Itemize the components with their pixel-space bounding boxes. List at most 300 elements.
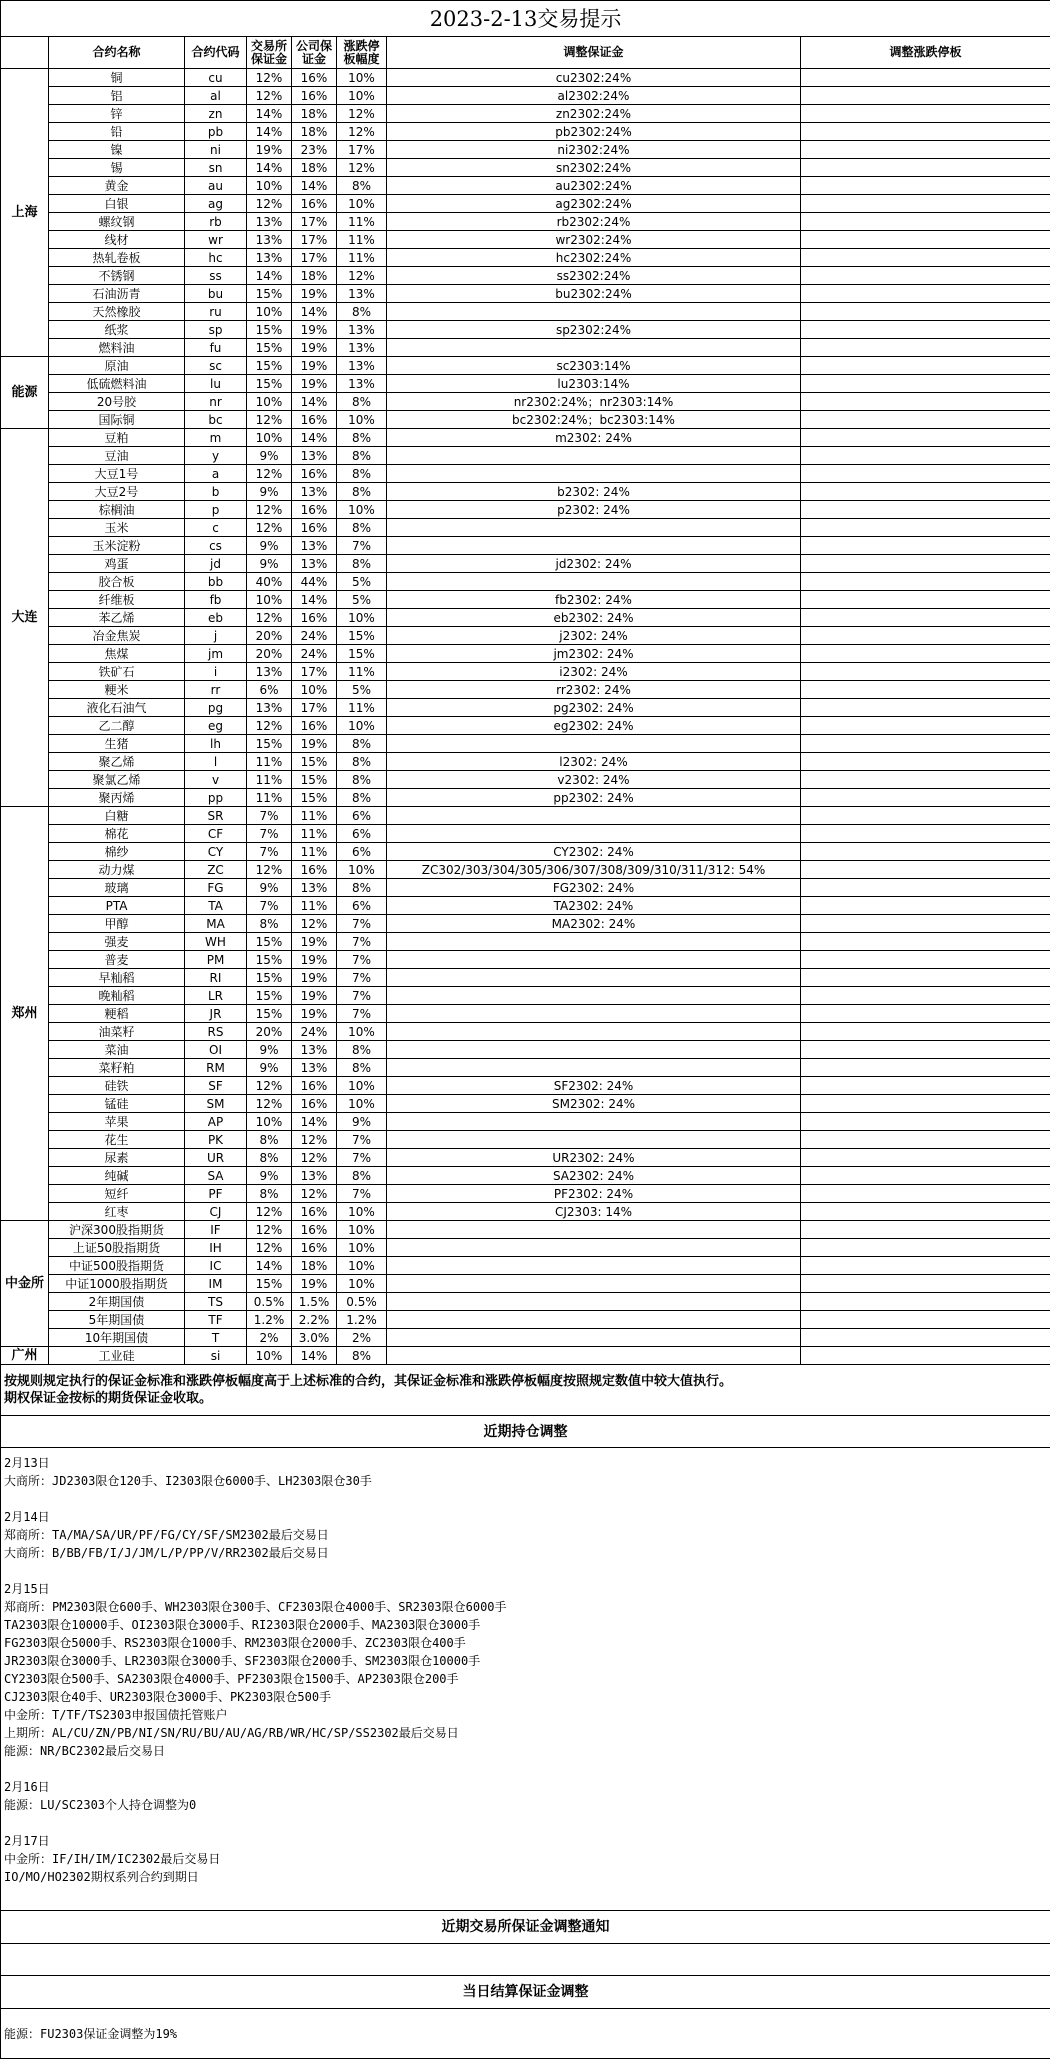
contract-name: 锡 xyxy=(49,159,185,177)
adjust-limit xyxy=(801,771,1050,789)
contract-name: 热轧卷板 xyxy=(49,249,185,267)
adjust-limit xyxy=(801,447,1050,465)
limit-range: 10% xyxy=(337,1275,387,1293)
company-margin: 11% xyxy=(292,843,337,861)
limit-range: 2% xyxy=(337,1329,387,1347)
adjust-limit xyxy=(801,663,1050,681)
limit-range: 10% xyxy=(337,1239,387,1257)
adjust-margin xyxy=(387,1059,801,1077)
contract-code: FG xyxy=(185,879,247,897)
adjust-margin: pp2302: 24% xyxy=(387,789,801,807)
table-row xyxy=(1,177,1050,195)
limit-range: 8% xyxy=(337,1347,387,1365)
table-row xyxy=(1,1347,1050,1365)
company-margin: 2.2% xyxy=(292,1311,337,1329)
company-margin: 14% xyxy=(292,393,337,411)
adjust-margin: jm2302: 24% xyxy=(387,645,801,663)
adjust-limit xyxy=(801,879,1050,897)
adjust-limit xyxy=(801,1059,1050,1077)
company-margin: 18% xyxy=(292,105,337,123)
table-row xyxy=(1,969,1050,987)
exchange-margin: 10% xyxy=(247,393,292,411)
adjust-limit xyxy=(801,501,1050,519)
exchange-label: 上海 xyxy=(1,69,49,357)
exchange-margin: 13% xyxy=(247,699,292,717)
table-row xyxy=(1,69,1050,87)
limit-range: 8% xyxy=(337,753,387,771)
adjust-margin xyxy=(387,1005,801,1023)
limit-range: 6% xyxy=(337,807,387,825)
adjust-margin xyxy=(387,1041,801,1059)
contract-name: PTA xyxy=(49,897,185,915)
adjust-margin: ZC302/303/304/305/306/307/308/309/310/311/312: 54% xyxy=(387,861,801,879)
exchange-margin: 10% xyxy=(247,591,292,609)
adjust-margin: j2302: 24% xyxy=(387,627,801,645)
company-margin: 11% xyxy=(292,897,337,915)
adjust-limit xyxy=(801,1113,1050,1131)
table-row xyxy=(1,789,1050,807)
contract-name: 铝 xyxy=(49,87,185,105)
contract-code: jd xyxy=(185,555,247,573)
limit-range: 8% xyxy=(337,465,387,483)
contract-code: fu xyxy=(185,339,247,357)
table-row xyxy=(1,537,1050,555)
contract-code: bc xyxy=(185,411,247,429)
table-row xyxy=(1,591,1050,609)
company-margin: 13% xyxy=(292,879,337,897)
exchange-margin: 10% xyxy=(247,303,292,321)
contract-code: bu xyxy=(185,285,247,303)
company-margin: 17% xyxy=(292,249,337,267)
exchange-label: 能源 xyxy=(1,357,49,429)
limit-range: 10% xyxy=(337,861,387,879)
adjust-limit xyxy=(801,1257,1050,1275)
contract-code: hc xyxy=(185,249,247,267)
adjust-limit xyxy=(801,915,1050,933)
limit-range: 10% xyxy=(337,1095,387,1113)
contract-name: 红枣 xyxy=(49,1203,185,1221)
company-margin: 11% xyxy=(292,807,337,825)
adjust-margin xyxy=(387,1221,801,1239)
exchange-margin: 40% xyxy=(247,573,292,591)
contract-code: TA xyxy=(185,897,247,915)
contract-name: 大豆1号 xyxy=(49,465,185,483)
exchange-margin: 15% xyxy=(247,375,292,393)
adjust-limit xyxy=(801,681,1050,699)
contract-code: v xyxy=(185,771,247,789)
limit-range: 10% xyxy=(337,1203,387,1221)
exchange-margin: 12% xyxy=(247,69,292,87)
company-margin: 13% xyxy=(292,555,337,573)
company-margin: 16% xyxy=(292,69,337,87)
adjust-margin: bu2302:24% xyxy=(387,285,801,303)
contract-code: c xyxy=(185,519,247,537)
exchange-margin: 12% xyxy=(247,861,292,879)
company-margin: 16% xyxy=(292,411,337,429)
table-row xyxy=(1,375,1050,393)
contract-code: CY xyxy=(185,843,247,861)
contract-code: a xyxy=(185,465,247,483)
limit-range: 10% xyxy=(337,501,387,519)
company-margin: 19% xyxy=(292,1275,337,1293)
contract-code: pp xyxy=(185,789,247,807)
contract-code: CJ xyxy=(185,1203,247,1221)
adjust-margin: b2302: 24% xyxy=(387,483,801,501)
contract-code: IC xyxy=(185,1257,247,1275)
limit-range: 10% xyxy=(337,195,387,213)
adjust-limit xyxy=(801,195,1050,213)
header-exchange-margin: 交易所保证金 xyxy=(247,37,292,69)
adjust-margin xyxy=(387,573,801,591)
contract-code: PK xyxy=(185,1131,247,1149)
adjust-margin xyxy=(387,1113,801,1131)
adjust-margin: cu2302:24% xyxy=(387,69,801,87)
limit-range: 12% xyxy=(337,105,387,123)
notice-group xyxy=(4,1778,1047,1814)
company-margin: 12% xyxy=(292,1131,337,1149)
contract-code: JR xyxy=(185,1005,247,1023)
contract-code: T xyxy=(185,1329,247,1347)
table-row xyxy=(1,123,1050,141)
table-row xyxy=(1,141,1050,159)
company-margin: 16% xyxy=(292,519,337,537)
exchange-margin: 9% xyxy=(247,1059,292,1077)
company-margin: 14% xyxy=(292,1347,337,1365)
exchange-margin: 20% xyxy=(247,1023,292,1041)
limit-range: 12% xyxy=(337,159,387,177)
limit-range: 13% xyxy=(337,285,387,303)
contract-code: TS xyxy=(185,1293,247,1311)
contract-code: lu xyxy=(185,375,247,393)
limit-range: 7% xyxy=(337,915,387,933)
adjust-limit xyxy=(801,753,1050,771)
contract-code: LR xyxy=(185,987,247,1005)
table-row xyxy=(1,465,1050,483)
table-row xyxy=(1,555,1050,573)
contract-name: 生猪 xyxy=(49,735,185,753)
exchange-margin: 11% xyxy=(247,753,292,771)
adjust-margin: PF2302: 24% xyxy=(387,1185,801,1203)
contract-code: cu xyxy=(185,69,247,87)
adjust-margin xyxy=(387,1329,801,1347)
adjust-limit xyxy=(801,285,1050,303)
adjust-limit xyxy=(801,1095,1050,1113)
limit-range: 7% xyxy=(337,933,387,951)
adjust-margin xyxy=(387,1239,801,1257)
exchange-margin: 12% xyxy=(247,195,292,213)
table-row xyxy=(1,573,1050,591)
adjust-limit xyxy=(801,1077,1050,1095)
notice-line: 能源：NR/BC2302最后交易日 xyxy=(4,1744,166,1758)
adjust-margin: sn2302:24% xyxy=(387,159,801,177)
table-row xyxy=(1,843,1050,861)
limit-range: 10% xyxy=(337,717,387,735)
footnote-line-1: 按规则规定执行的保证金标准和涨跌停板幅度高于上述标准的合约，其保证金标准和涨跌停板幅度按照规定数值中较大值执行。 xyxy=(4,1374,733,1389)
limit-range: 8% xyxy=(337,1041,387,1059)
company-margin: 3.0% xyxy=(292,1329,337,1347)
adjust-margin xyxy=(387,1131,801,1149)
exchange-margin: 9% xyxy=(247,447,292,465)
contract-name: 原油 xyxy=(49,357,185,375)
company-margin: 16% xyxy=(292,1239,337,1257)
limit-range: 10% xyxy=(337,609,387,627)
limit-range: 13% xyxy=(337,357,387,375)
exchange-margin: 13% xyxy=(247,213,292,231)
table-row xyxy=(1,897,1050,915)
contract-name: 白糖 xyxy=(49,807,185,825)
exchange-margin: 15% xyxy=(247,735,292,753)
exchange-margin: 9% xyxy=(247,483,292,501)
adjust-limit xyxy=(801,897,1050,915)
notice-date: 2月16日 xyxy=(4,1780,50,1794)
exchange-label: 中金所 xyxy=(1,1221,49,1347)
adjust-limit xyxy=(801,213,1050,231)
notice-group xyxy=(4,1832,1047,1886)
table-row xyxy=(1,717,1050,735)
adjust-limit xyxy=(801,627,1050,645)
table-row xyxy=(1,519,1050,537)
company-margin: 13% xyxy=(292,447,337,465)
position-adjust-heading: 近期持仓调整 xyxy=(1,1416,1050,1448)
company-margin: 24% xyxy=(292,1023,337,1041)
table-row xyxy=(1,321,1050,339)
table-row xyxy=(1,699,1050,717)
adjust-margin xyxy=(387,519,801,537)
contract-name: 液化石油气 xyxy=(49,699,185,717)
exchange-margin: 12% xyxy=(247,1077,292,1095)
company-margin: 18% xyxy=(292,267,337,285)
contract-code: rr xyxy=(185,681,247,699)
company-margin: 13% xyxy=(292,483,337,501)
exchange-margin: 15% xyxy=(247,321,292,339)
contract-code: RS xyxy=(185,1023,247,1041)
adjust-margin: CJ2303: 14% xyxy=(387,1203,801,1221)
table-row xyxy=(1,771,1050,789)
limit-range: 11% xyxy=(337,663,387,681)
company-margin: 19% xyxy=(292,735,337,753)
table-row xyxy=(1,753,1050,771)
adjust-limit xyxy=(801,717,1050,735)
company-margin: 19% xyxy=(292,951,337,969)
contract-name: 甲醇 xyxy=(49,915,185,933)
table-row xyxy=(1,1185,1050,1203)
table-row xyxy=(1,267,1050,285)
adjust-margin: i2302: 24% xyxy=(387,663,801,681)
exchange-margin: 10% xyxy=(247,177,292,195)
adjust-limit xyxy=(801,123,1050,141)
limit-range: 8% xyxy=(337,1059,387,1077)
table-row xyxy=(1,861,1050,879)
adjust-limit xyxy=(801,267,1050,285)
contract-code: p xyxy=(185,501,247,519)
company-margin: 14% xyxy=(292,303,337,321)
adjust-limit xyxy=(801,87,1050,105)
contract-code: au xyxy=(185,177,247,195)
contract-name: 纸浆 xyxy=(49,321,185,339)
contract-name: 纤维板 xyxy=(49,591,185,609)
adjust-limit xyxy=(801,933,1050,951)
limit-range: 17% xyxy=(337,141,387,159)
company-margin: 17% xyxy=(292,231,337,249)
exchange-margin: 14% xyxy=(247,267,292,285)
contract-code: pg xyxy=(185,699,247,717)
contract-code: PF xyxy=(185,1185,247,1203)
contract-code: UR xyxy=(185,1149,247,1167)
adjust-margin xyxy=(387,1023,801,1041)
limit-range: 8% xyxy=(337,393,387,411)
contract-code: SM xyxy=(185,1095,247,1113)
exchange-margin: 14% xyxy=(247,159,292,177)
limit-range: 13% xyxy=(337,339,387,357)
exchange-margin: 12% xyxy=(247,1203,292,1221)
contract-name: 苹果 xyxy=(49,1113,185,1131)
limit-range: 6% xyxy=(337,825,387,843)
contract-code: SA xyxy=(185,1167,247,1185)
table-row xyxy=(1,1167,1050,1185)
notice-line: 大商所：B/BB/FB/I/J/JM/L/P/PP/V/RR2302最后交易日 xyxy=(4,1546,329,1560)
limit-range: 8% xyxy=(337,555,387,573)
company-margin: 16% xyxy=(292,1203,337,1221)
table-row xyxy=(1,213,1050,231)
exchange-margin: 11% xyxy=(247,771,292,789)
notice-date: 2月17日 xyxy=(4,1834,50,1848)
limit-range: 7% xyxy=(337,1005,387,1023)
adjust-margin: v2302: 24% xyxy=(387,771,801,789)
company-margin: 10% xyxy=(292,681,337,699)
exchange-margin: 13% xyxy=(247,249,292,267)
table-row xyxy=(1,501,1050,519)
company-margin: 14% xyxy=(292,591,337,609)
adjust-margin xyxy=(387,987,801,1005)
company-margin: 19% xyxy=(292,933,337,951)
adjust-margin xyxy=(387,339,801,357)
limit-range: 7% xyxy=(337,969,387,987)
adjust-margin: jd2302: 24% xyxy=(387,555,801,573)
contract-code: IF xyxy=(185,1221,247,1239)
company-margin: 16% xyxy=(292,1077,337,1095)
contract-name: 硅铁 xyxy=(49,1077,185,1095)
adjust-margin xyxy=(387,1293,801,1311)
exchange-margin: 15% xyxy=(247,1005,292,1023)
exchange-margin: 11% xyxy=(247,789,292,807)
contract-name: 早籼稻 xyxy=(49,969,185,987)
table-row xyxy=(1,1023,1050,1041)
contract-code: cs xyxy=(185,537,247,555)
exchange-margin: 12% xyxy=(247,519,292,537)
limit-range: 9% xyxy=(337,1113,387,1131)
contract-code: WH xyxy=(185,933,247,951)
adjust-margin: wr2302:24% xyxy=(387,231,801,249)
table-row xyxy=(1,357,1050,375)
table-row xyxy=(1,87,1050,105)
limit-range: 10% xyxy=(337,1257,387,1275)
contract-code: TF xyxy=(185,1311,247,1329)
contract-name: 不锈钢 xyxy=(49,267,185,285)
exchange-margin: 10% xyxy=(247,1113,292,1131)
contract-name: 上证50股指期货 xyxy=(49,1239,185,1257)
notice-line: JR2303限仓3000手、LR2303限仓3000手、SF2303限仓2000手、SM2303限仓10000手 xyxy=(4,1654,481,1668)
table-row xyxy=(1,1275,1050,1293)
adjust-limit xyxy=(801,645,1050,663)
exchange-margin: 6% xyxy=(247,681,292,699)
table-row xyxy=(1,1077,1050,1095)
notice-line: 中金所：IF/IH/IM/IC2302最后交易日 xyxy=(4,1852,221,1866)
table-row xyxy=(1,609,1050,627)
adjust-limit xyxy=(801,159,1050,177)
limit-range: 5% xyxy=(337,681,387,699)
exchange-margin: 7% xyxy=(247,843,292,861)
contract-name: 铁矿石 xyxy=(49,663,185,681)
contract-name: 豆粕 xyxy=(49,429,185,447)
company-margin: 17% xyxy=(292,213,337,231)
footnote-line-2: 期权保证金按标的期货保证金收取。 xyxy=(4,1391,213,1406)
contract-name: 普麦 xyxy=(49,951,185,969)
company-margin: 19% xyxy=(292,1005,337,1023)
limit-range: 8% xyxy=(337,879,387,897)
company-margin: 19% xyxy=(292,285,337,303)
limit-range: 7% xyxy=(337,1131,387,1149)
contract-code: al xyxy=(185,87,247,105)
contract-code: sp xyxy=(185,321,247,339)
exchange-margin: 9% xyxy=(247,1041,292,1059)
company-margin: 13% xyxy=(292,1041,337,1059)
adjust-limit xyxy=(801,141,1050,159)
contract-name: 天然橡胶 xyxy=(49,303,185,321)
adjust-limit xyxy=(801,735,1050,753)
table-row xyxy=(1,663,1050,681)
table-row xyxy=(1,951,1050,969)
notice-line: 中金所：T/TF/TS2303申报国债托管账户 xyxy=(4,1708,228,1722)
adjust-limit xyxy=(801,1131,1050,1149)
contract-name: 粳米 xyxy=(49,681,185,699)
contract-name: 白银 xyxy=(49,195,185,213)
adjust-margin: l2302: 24% xyxy=(387,753,801,771)
notice-line: CJ2303限仓40手、UR2303限仓3000手、PK2303限仓500手 xyxy=(4,1690,332,1704)
company-margin: 23% xyxy=(292,141,337,159)
adjust-limit xyxy=(801,987,1050,1005)
adjust-limit xyxy=(801,951,1050,969)
company-margin: 13% xyxy=(292,1167,337,1185)
company-margin: 16% xyxy=(292,861,337,879)
table-row xyxy=(1,483,1050,501)
contract-name: 2年期国债 xyxy=(49,1293,185,1311)
table-row xyxy=(1,249,1050,267)
contract-name: 豆油 xyxy=(49,447,185,465)
adjust-limit xyxy=(801,303,1050,321)
contract-code: lh xyxy=(185,735,247,753)
notice-line: 郑商所：TA/MA/SA/UR/PF/FG/CY/SF/SM2302最后交易日 xyxy=(4,1528,329,1542)
exchange-margin: 15% xyxy=(247,1275,292,1293)
company-margin: 17% xyxy=(292,663,337,681)
adjust-margin: UR2302: 24% xyxy=(387,1149,801,1167)
limit-range: 8% xyxy=(337,483,387,501)
adjust-limit xyxy=(801,483,1050,501)
table-row xyxy=(1,1221,1050,1239)
notice-date: 2月13日 xyxy=(4,1456,50,1470)
exchange-margin: 12% xyxy=(247,411,292,429)
contract-code: AP xyxy=(185,1113,247,1131)
adjust-margin xyxy=(387,465,801,483)
contract-name: 5年期国债 xyxy=(49,1311,185,1329)
contract-name: 铜 xyxy=(49,69,185,87)
header-name: 合约名称 xyxy=(49,37,185,69)
adjust-limit xyxy=(801,321,1050,339)
company-margin: 15% xyxy=(292,789,337,807)
adjust-margin: eb2302: 24% xyxy=(387,609,801,627)
exchange-margin: 8% xyxy=(247,1185,292,1203)
company-margin: 16% xyxy=(292,501,337,519)
adjust-limit xyxy=(801,1203,1050,1221)
